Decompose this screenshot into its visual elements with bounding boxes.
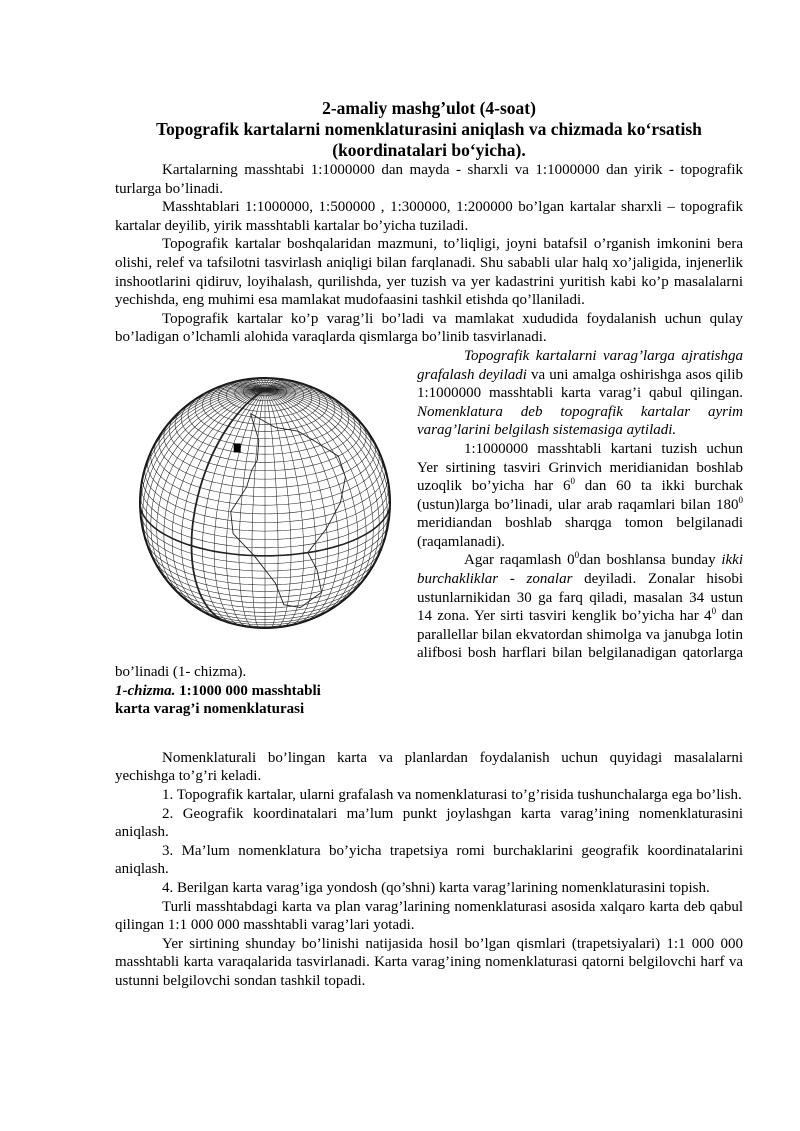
paragraph-11: Yer sirtining shunday bo’linishi natijasida hosil bo’lgan qismlari (trapetsiyalari) 1:1 000 000 masshtabli karta varaqalarida tasvirlanadi. Karta varag’ining nomenklaturasi qatorni belgilovchi harf va ustunni belgilovchi sondan tashkil topadi. (115, 935, 743, 989)
list-item-3: 3. Ma’lum nomenklatura bo’yicha trapetsiya romi burchaklarini geografik koordinatalarini aniqlash. (115, 842, 743, 878)
globe-grid-illustration (115, 351, 407, 651)
right-paragraph-2: 1:1000000 masshtabli kartani tuzish uchun Yer sirtining tasviri Grinvich meridianidan boshlab uzoqlik bo’yicha har $6^0$ dan 60 ta ikki burchak (ustun)larga bo’linadi, ular arab raqamlari bilan $180^0$ meridiandan boshlab sharqga tomon belgilanadi (raqamlanadi). (417, 440, 743, 550)
title-line-2: Topografik kartalarni nomenklaturasini aniqlash va chizmada koʻrsatish (156, 119, 702, 139)
grafalash-definition: Topografik kartalarni varag’larga ajratishga grafalash deyiladi (417, 347, 743, 383)
list-item-2: 2. Geografik koordinatalari ma’lum punkt joylashgan karta varag’ining nomenklaturasini aniqlash. (115, 805, 743, 841)
title-line-3: (koordinatalari boʻyicha). (332, 140, 526, 160)
list-item-1: 1. Topografik kartalar, ularni grafalash va nomenklaturasi to’g’risida tushunchalarga ega bo’lish. (162, 787, 742, 803)
globe-figure (115, 351, 407, 651)
paragraph-5: Nomenklaturali bo’lingan karta va planlardan foydalanish uchun quyidagi masalalarni yechishga to’g’ri keladi. (115, 749, 743, 785)
highlighted-map-sheet (234, 443, 241, 452)
paragraph-10: Turli masshtabdagi karta va plan varag’larining nomenklaturasi asosida xalqaro karta deb qabul qilingan 1:1 000 000 masshtabli varag’lari yotadi. (115, 898, 743, 934)
paragraph-4: Topografik kartalar ko’p varag’li bo’ladi va mamlakat xududida foydalanish uchun qulay bo’ladigan o’lchamli alohida varaqlarda qismlarga bo’linib tasvirlanadi. (115, 310, 743, 346)
paragraph-3: Topografik kartalar boshqalaridan mazmuni, to’liqligi, joyni batafsil o’rganish imkonini bera olishi, relef va tafsilotni tasvirlash aniqligi bilan farqlanadi. Shu sababli ular halq xo’jaligida, injenerlik inshootlarini qidiruv, loyihalash, qurilishda, yer tuzish va yer kadastrini yuritish kabi ko’p masalalarni yechishda, eng muhimi esa mamlakat mudofaasini tashkil etishda qo’llaniladi. (115, 236, 743, 309)
nomenklatura-definition: Nomenklatura deb topografik kartalar ayrim varag’larini belgilash sistemasiga aytiladi. (417, 403, 743, 439)
figure-caption: 1-chizma. 1:1000 000 masshtabli (115, 682, 321, 699)
right-paragraph-3: Agar raqamlash $0^0dan$ boshlansa bunday ikki burchakliklar - zonalar deyiladi. Zonalar hisobi ustunlarnikidan 30 ga farq qiladi, masalan 34 ustun 14 zona. Yer sirti tasviri kenglik bo’yicha har $4^0$ dan parallellar bilan ekvatordan shimolga va janubga lotin alifbosi bosh harflari bilan belgilanadigan qatorlarga bo’linadi (1- chizma). (115, 550, 743, 681)
figure-caption-line-2: karta varag’i nomenklaturasi (115, 701, 305, 718)
paragraph-2: Masshtablari 1:1000000, 1:500000 , 1:300000, 1:200000 bo’lgan kartalar sharxli – topografik kartalar deyilib, yirik masshtabli kartalar bo’yicha tuziladi. (115, 199, 743, 234)
title-line-1: 2-amaliy mashg’ulot (4-soat) (322, 98, 536, 118)
document-page (115, 98, 743, 991)
list-item-4: 4. Berilgan karta varag’iga yondosh (qo’shni) karta varag’larining nomenklaturasini topish. (162, 879, 710, 896)
right-paragraph-1: Topografik kartalarni varag’larga ajratishga grafalash deyiladi va uni amalga oshirishga asos qilib 1:1000000 masshtabli karta varag’i qabul qilingan. Nomenklatura deb topografik kartalar ayrim varag’larini belgilash sistemasiga aytiladi. (417, 347, 743, 439)
paragraph-1: Kartalarning masshtabi 1:1000000 dan mayda - sharxli va 1:1000000 dan yirik - topografik turlarga bo’linadi. (115, 162, 743, 197)
